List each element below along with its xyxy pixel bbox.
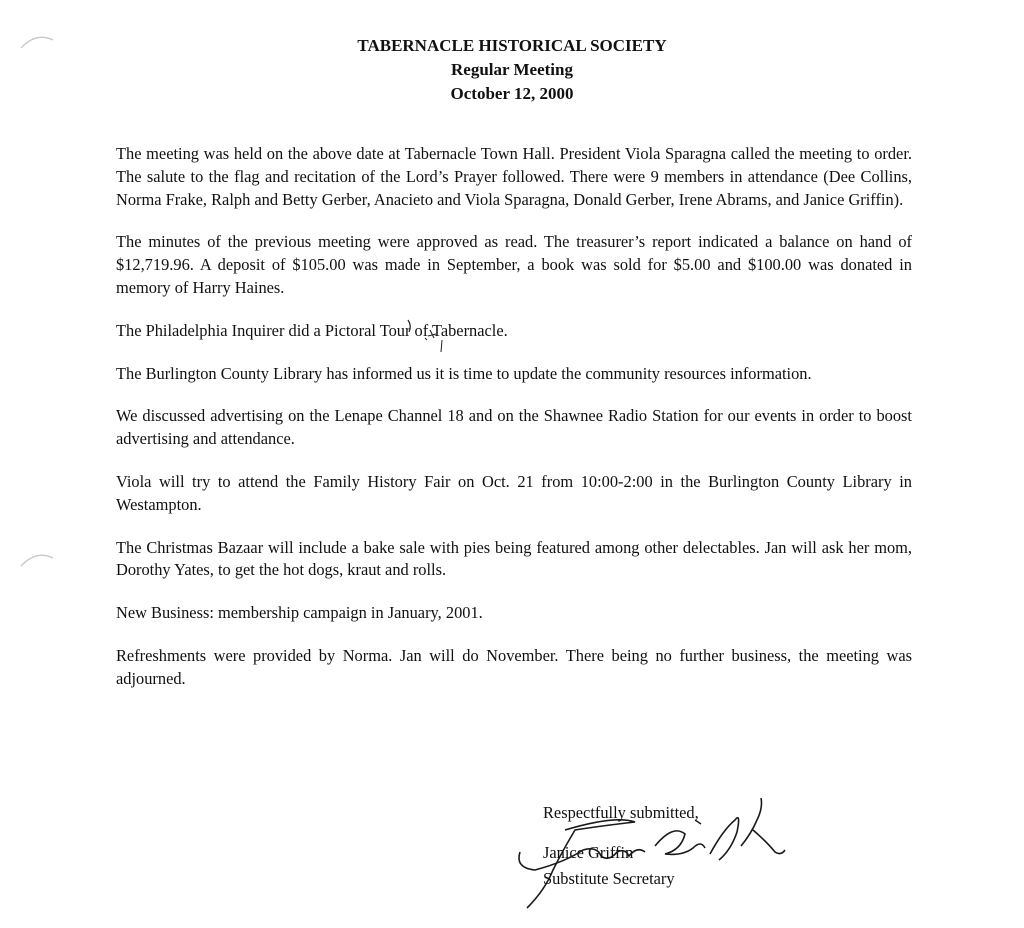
paragraph-history-fair: Viola will try to attend the Family History Fair on Oct. 21 from 10:00-2:00 in the Burlington County Library in Westampton. xyxy=(116,471,912,514)
minutes-body xyxy=(116,143,912,711)
paragraph-inquirer: The Philadelphia Inquirer did a Pictoral Tour of Tabernacle. xyxy=(116,320,508,340)
document-header xyxy=(0,34,1024,106)
meeting-type: Regular Meeting xyxy=(451,60,573,79)
paragraph-bazaar: The Christmas Bazaar will include a bake sale with pies being featured among other delectables. Jan will ask her mom, Dorothy Yates, to get the hot dogs, kraut and rolls. xyxy=(116,537,912,580)
signer-title: Substitute Secretary xyxy=(543,869,675,888)
closing-line: Respectfully submitted, xyxy=(543,803,699,822)
edit-mark-icon xyxy=(436,338,448,370)
paragraph-opening: The meeting was held on the above date at Tabernacle Town Hall. President Viola Sparagna called the meeting to order. The salute to the flag and recitation of the Lord’s Prayer followed. There were 9 members in attendance (Dee Collins, Norma Frake, Ralph and Betty Gerber, Anacieto and Viola Sparagna, Donald Gerber, Irene Abrams, and Janice Griffin). xyxy=(116,144,912,209)
handwritten-signature-icon xyxy=(505,790,795,920)
edit-mark-icon xyxy=(400,316,440,360)
meeting-date: October 12, 2000 xyxy=(450,84,574,103)
signer-name: Janice Griffin xyxy=(543,843,634,862)
paragraph-treasurer: The minutes of the previous meeting were approved as read. The treasurer’s report indicated a balance on hand of $12,719.96. A deposit of $105.00 was made in September, a book was sold for $5.00 and $100.00 was donated in memory of Harry Haines. xyxy=(116,232,912,297)
binder-hole-icon xyxy=(18,548,56,570)
paragraph-advertising: We discussed advertising on the Lenape Channel 18 and on the Shawnee Radio Station for our events in order to boost advertising and attendance. xyxy=(116,406,912,449)
paragraph-new-business: New Business: membership campaign in January, 2001. xyxy=(116,603,483,623)
paragraph-adjournment: Refreshments were provided by Norma. Jan will do November. There being no further business, the meeting was adjourned. xyxy=(116,645,912,688)
paragraph-library: The Burlington County Library has informed us it is time to update the community resources information. xyxy=(116,363,812,383)
organization-title: TABERNACLE HISTORICAL SOCIETY xyxy=(357,36,667,55)
